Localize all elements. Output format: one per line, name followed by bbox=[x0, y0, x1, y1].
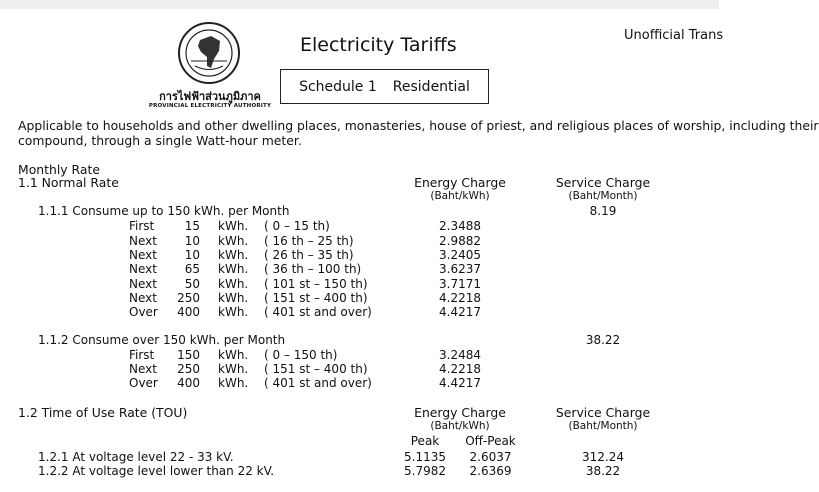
tou-energy-charge-heading: Energy Charge bbox=[414, 405, 506, 420]
rate-range: ( 151 st – 400 th) bbox=[264, 362, 368, 376]
rate-unit: kWh. bbox=[218, 219, 249, 233]
normal-rate-heading: 1.1 Normal Rate bbox=[18, 175, 119, 190]
rate-row bbox=[0, 291, 719, 306]
pea-logo bbox=[177, 21, 241, 85]
rate-row bbox=[0, 305, 719, 320]
rate-step: Next bbox=[129, 234, 157, 248]
rate-step: First bbox=[129, 219, 155, 233]
rate-range: ( 16 th – 25 th) bbox=[264, 234, 354, 248]
rate-range: ( 401 st and over) bbox=[264, 376, 372, 390]
rate-qty: 400 bbox=[177, 305, 200, 319]
rate-step: Next bbox=[129, 277, 157, 291]
rate-qty: 250 bbox=[177, 362, 200, 376]
rate-value: 3.2405 bbox=[439, 248, 481, 262]
rate-row bbox=[0, 248, 719, 263]
rate-range: ( 26 th – 35 th) bbox=[264, 248, 354, 262]
rate-unit: kWh. bbox=[218, 348, 249, 362]
unofficial-translation-note: Unofficial Trans bbox=[624, 28, 724, 43]
offpeak-label: Off-Peak bbox=[465, 434, 516, 448]
rate-qty: 50 bbox=[184, 277, 200, 291]
rate-value: 3.7171 bbox=[439, 277, 481, 291]
rate-row bbox=[0, 348, 719, 363]
rate-step: First bbox=[129, 348, 155, 362]
rate-step: Next bbox=[129, 248, 157, 262]
schedule-box bbox=[280, 69, 489, 104]
applicability-line-1: Applicable to households and other dwelling places, monasteries, house of priest, and religious places of worship, including their bbox=[18, 118, 819, 133]
rate-row bbox=[0, 234, 719, 249]
rate-step: Next bbox=[129, 291, 157, 305]
rate-unit: kWh. bbox=[218, 376, 249, 390]
rate-range: ( 151 st – 400 th) bbox=[264, 291, 368, 305]
rate-range: ( 0 – 15 th) bbox=[264, 219, 330, 233]
tou-peak-rate: 5.7982 bbox=[404, 464, 446, 478]
rate-value: 4.4217 bbox=[439, 305, 481, 319]
rate-row bbox=[0, 376, 719, 391]
rate-step: Next bbox=[129, 362, 157, 376]
tou-service-charge-heading: Service Charge bbox=[555, 405, 651, 420]
tou-energy-charge-unit: (Baht/kWh) bbox=[430, 420, 490, 432]
rate-qty: 10 bbox=[184, 248, 200, 262]
org-english-name: PROVINCIAL ELECTRICITY AUTHORITY bbox=[148, 103, 272, 109]
schedule-name: Residential bbox=[392, 78, 470, 95]
rate-qty: 400 bbox=[177, 376, 200, 390]
tou-offpeak-rate: 2.6369 bbox=[469, 464, 512, 478]
rate-step: Over bbox=[129, 305, 158, 319]
rate-row bbox=[0, 277, 719, 292]
rate-qty: 150 bbox=[177, 348, 200, 362]
tou-service-charge: 38.22 bbox=[585, 464, 621, 478]
rate-range: ( 401 st and over) bbox=[264, 305, 372, 319]
page-title: Electricity Tariffs bbox=[300, 34, 457, 56]
rate-unit: kWh. bbox=[218, 234, 249, 248]
rate-value: 3.6237 bbox=[439, 262, 481, 276]
rate-row bbox=[0, 262, 719, 277]
rate-range: ( 0 – 150 th) bbox=[264, 348, 338, 362]
org-thai-name: การไฟฟ้าส่วนภูมิภาค bbox=[159, 90, 261, 103]
monthly-rate-heading: Monthly Rate bbox=[18, 162, 100, 177]
rate-value: 2.9882 bbox=[439, 234, 481, 248]
tou-row-label: 1.2.1 At voltage level 22 - 33 kV. bbox=[38, 450, 234, 464]
rate-row bbox=[0, 362, 719, 377]
rate-row bbox=[0, 219, 719, 234]
tou-peak-rate: 5.1135 bbox=[404, 450, 446, 464]
rate-unit: kWh. bbox=[218, 262, 249, 276]
rate-value: 4.4217 bbox=[439, 376, 481, 390]
tier1-service-charge: 8.19 bbox=[589, 204, 617, 218]
service-charge-heading: Service Charge bbox=[555, 175, 651, 190]
rate-unit: kWh. bbox=[218, 248, 249, 262]
rate-step: Next bbox=[129, 262, 157, 276]
rate-qty: 10 bbox=[184, 234, 200, 248]
rate-unit: kWh. bbox=[218, 291, 249, 305]
tou-offpeak-rate: 2.6037 bbox=[469, 450, 512, 464]
tou-service-charge: 312.24 bbox=[582, 450, 624, 464]
rate-qty: 15 bbox=[184, 219, 200, 233]
top-bar bbox=[0, 0, 719, 9]
tou-service-charge-unit: (Baht/Month) bbox=[568, 420, 638, 432]
rate-unit: kWh. bbox=[218, 277, 249, 291]
pea-emblem-icon bbox=[177, 21, 241, 85]
tou-row bbox=[0, 450, 719, 465]
rate-value: 4.2218 bbox=[439, 362, 481, 376]
tier2-label: 1.1.2 Consume over 150 kWh. per Month bbox=[38, 333, 286, 347]
peak-label: Peak bbox=[410, 434, 440, 448]
tou-row-label: 1.2.2 At voltage level lower than 22 kV. bbox=[38, 464, 275, 478]
energy-charge-unit: (Baht/kWh) bbox=[430, 190, 490, 202]
rate-unit: kWh. bbox=[218, 362, 249, 376]
rate-value: 4.2218 bbox=[439, 291, 481, 305]
rate-qty: 65 bbox=[184, 262, 200, 276]
rate-value: 3.2484 bbox=[439, 348, 481, 362]
tier2-service-charge: 38.22 bbox=[585, 333, 621, 347]
rate-unit: kWh. bbox=[218, 305, 249, 319]
rate-step: Over bbox=[129, 376, 158, 390]
energy-charge-heading: Energy Charge bbox=[414, 175, 506, 190]
rate-qty: 250 bbox=[177, 291, 200, 305]
rate-range: ( 101 st – 150 th) bbox=[264, 277, 368, 291]
tou-row bbox=[0, 464, 719, 479]
tier1-label: 1.1.1 Consume up to 150 kWh. per Month bbox=[38, 204, 290, 218]
service-charge-unit: (Baht/Month) bbox=[568, 190, 638, 202]
tou-heading: 1.2 Time of Use Rate (TOU) bbox=[18, 405, 188, 420]
rate-value: 2.3488 bbox=[439, 219, 481, 233]
applicability-line-2: compound, through a single Watt-hour meter. bbox=[18, 133, 302, 148]
rate-range: ( 36 th – 100 th) bbox=[264, 262, 362, 276]
schedule-number: Schedule 1 bbox=[299, 78, 377, 95]
